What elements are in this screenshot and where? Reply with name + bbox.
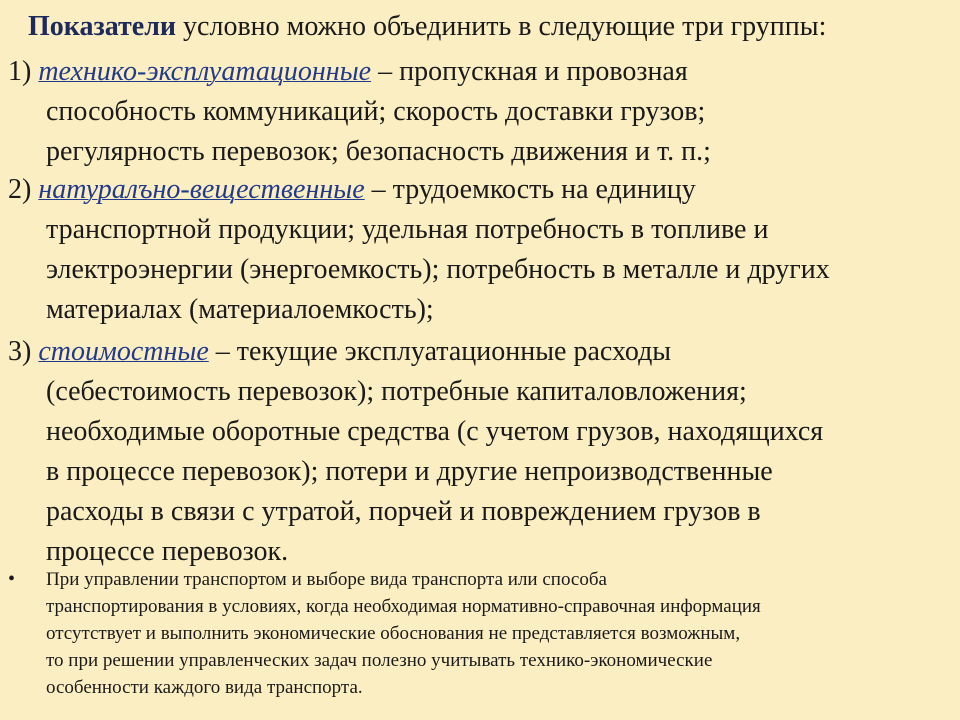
group-after-term: – пропускная и провозная xyxy=(371,56,688,87)
group-line: электроэнергии (энергоемкость); потребность в металле и других xyxy=(46,254,830,285)
slide-title xyxy=(28,10,826,44)
group-term: натуралъно-вещественные xyxy=(38,174,365,205)
note-line: то при решении управленческих задач полезно учитывать технико-экономические xyxy=(46,650,713,671)
group-after-term: – текущие эксплуатационные расходы xyxy=(208,336,672,367)
group-line: в процессе перевозок); потери и другие непроизводственные xyxy=(46,456,773,487)
note-line: отсутствует и выполнить экономические обоснования не представляется возможным, xyxy=(46,623,741,644)
group-line: способность коммуникаций; скорость доставки грузов; xyxy=(46,96,706,127)
group-line: регулярность перевозок; безопасность движения и т. п.; xyxy=(46,136,711,167)
group-item-2 xyxy=(8,170,943,330)
title-rest: условно можно объединить в следующие три группы: xyxy=(176,11,827,42)
note-line: транспортирования в условиях, когда необходимая нормативно-справочная информация xyxy=(46,596,761,617)
group-number: 3) xyxy=(8,336,39,367)
group-line: расходы в связи с утратой, порчей и повреждением грузов в xyxy=(46,496,761,527)
group-first-line xyxy=(8,52,943,92)
group-line: транспортной продукции; удельная потребность в топливе и xyxy=(46,214,769,245)
group-after-term: – трудоемкость на единицу xyxy=(364,174,696,205)
bullet-icon: • xyxy=(8,568,16,590)
group-first-line xyxy=(8,170,943,210)
title-bold: Показатели xyxy=(28,11,177,42)
note-line: При управлении транспортом и выборе вида транспорта или способа xyxy=(46,569,607,590)
group-first-line xyxy=(8,332,943,372)
note-line: особенности каждого вида транспорта. xyxy=(46,677,363,698)
group-line: (себестоимость перевозок); потребные капиталовложения; xyxy=(46,376,747,407)
group-line: материалах (материалоемкость); xyxy=(46,294,434,325)
group-item-1 xyxy=(8,52,943,172)
group-line: необходимые оборотные средства (с учетом грузов, находящихся xyxy=(46,416,824,447)
group-line: процессе перевозок. xyxy=(46,536,289,567)
group-number: 2) xyxy=(8,174,39,205)
group-number: 1) xyxy=(8,56,39,87)
group-term: стоимостные xyxy=(38,336,209,367)
group-term: технико-эксплуатационные xyxy=(38,56,372,87)
bullet-note xyxy=(8,566,953,701)
group-item-3 xyxy=(8,332,943,572)
